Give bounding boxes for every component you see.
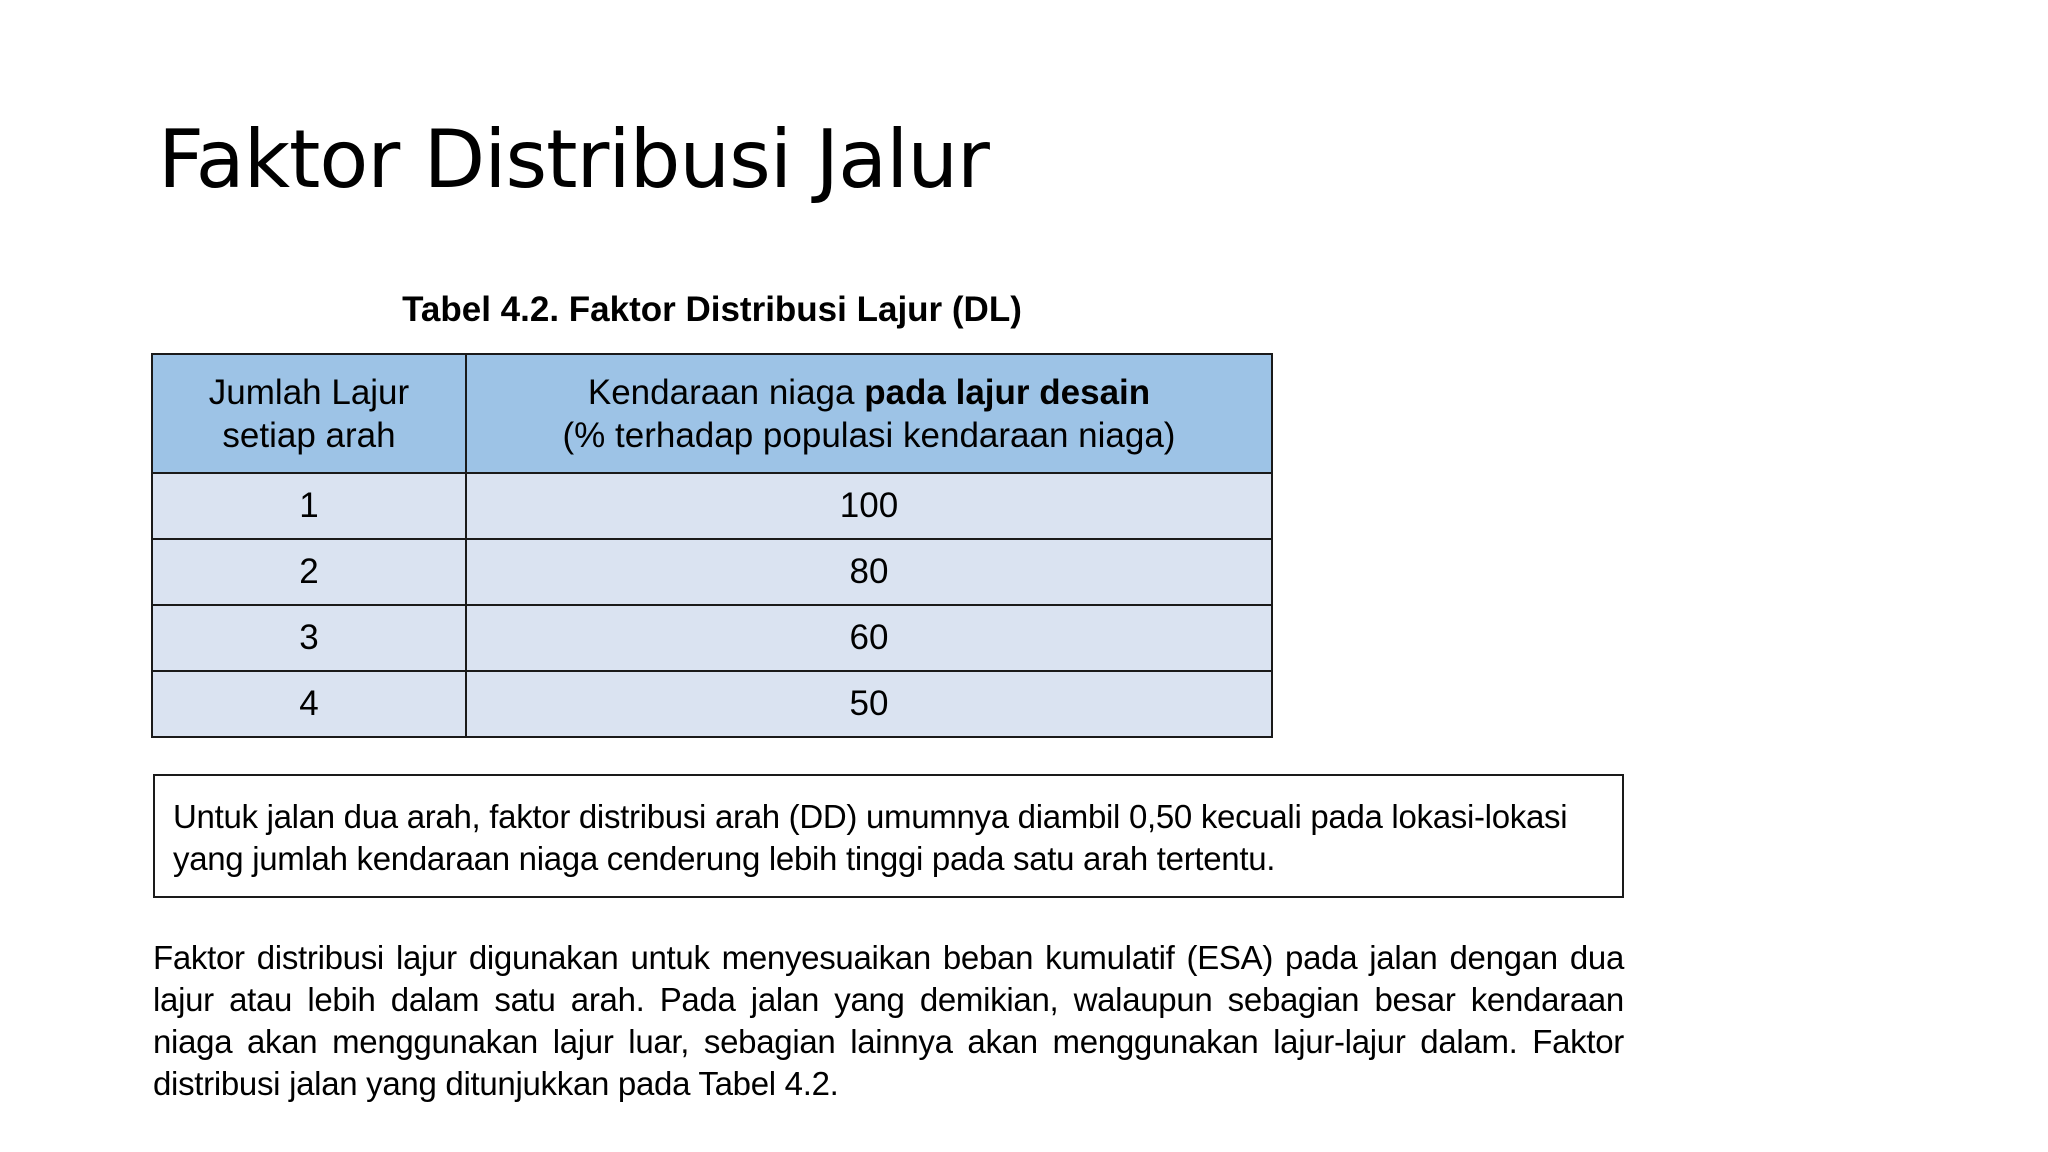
- cell-percent: 80: [466, 539, 1272, 605]
- header-lanes-line2: setiap arah: [222, 415, 396, 455]
- cell-percent: 100: [466, 473, 1272, 539]
- lane-distribution-table: [151, 353, 1273, 738]
- cell-lanes: 3: [152, 605, 466, 671]
- header-percent-bold: pada lajur desain: [864, 372, 1151, 412]
- table-row: [152, 473, 1272, 539]
- table-caption: Tabel 4.2. Faktor Distribusi Lajur (DL): [402, 290, 1022, 329]
- table-header-row: [152, 354, 1272, 473]
- cell-percent: 60: [466, 605, 1272, 671]
- body-paragraph: Faktor distribusi lajur digunakan untuk menyesuaikan beban kumulatif (ESA) pada jalan dengan dua lajur atau lebih dalam satu arah. Pada jalan yang demikian, walaupun sebagian besar kendaraan niaga akan menggunakan lajur luar, sebagian lainnya akan menggunakan lajur-lajur dalam. Faktor distribusi jalan yang ditunjukkan pada Tabel 4.2.: [153, 939, 1624, 1102]
- header-lanes-per-direction: [152, 354, 466, 473]
- cell-percent: 50: [466, 671, 1272, 737]
- cell-lanes: 4: [152, 671, 466, 737]
- note-text: Untuk jalan dua arah, faktor distribusi arah (DD) umumnya diambil 0,50 kecuali pada lokasi-lokasi yang jumlah kendaraan niaga cenderung lebih tinggi pada satu arah tertentu.: [173, 798, 1568, 877]
- table-row: [152, 605, 1272, 671]
- table-row: [152, 671, 1272, 737]
- cell-lanes: 1: [152, 473, 466, 539]
- header-percent-normal: Kendaraan niaga: [587, 372, 865, 412]
- cell-lanes: 2: [152, 539, 466, 605]
- header-percent-line2: (% terhadap populasi kendaraan niaga): [562, 415, 1176, 455]
- direction-distribution-note: [153, 774, 1624, 898]
- slide-title: Faktor Distribusi Jalur: [158, 113, 989, 206]
- header-design-lane-percent: [466, 354, 1272, 473]
- header-lanes-line1: Jumlah Lajur: [208, 372, 410, 412]
- table-row: [152, 539, 1272, 605]
